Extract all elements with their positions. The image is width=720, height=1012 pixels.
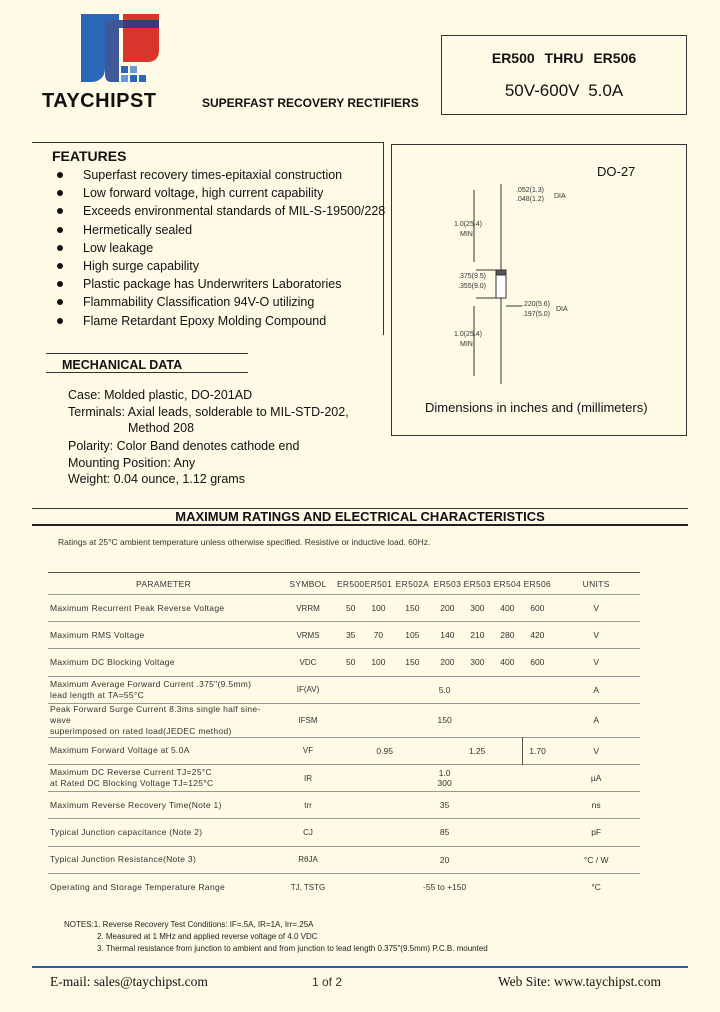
param-line: superimposed on rated load(JEDEC method): [50, 725, 232, 736]
param-cell: Maximum Forward Voltage at 5.0A: [50, 745, 190, 756]
symbol-cell: VF: [302, 746, 314, 756]
value-cell: 300: [470, 603, 485, 614]
col-header: ER506: [523, 578, 552, 589]
part-range: ER500 THRU ER506: [491, 50, 637, 66]
dim-body-dia-label: DIA: [556, 306, 568, 313]
unit-cell: pF: [591, 827, 602, 838]
col-header: PARAMETER: [136, 578, 192, 589]
value-cell: 1.25: [468, 745, 486, 756]
footer-divider: [32, 966, 688, 968]
part-spec: 50V-600V 5.0A: [504, 81, 624, 100]
ratings-note: Ratings at 25°C ambient temperature unless otherwise specified. Resistive or inductive load. 60Hz.: [58, 537, 431, 547]
param-cell: Maximum Recurrent Peak Reverse Voltage: [50, 602, 225, 613]
symbol-cell: CJ: [303, 827, 313, 837]
value-cell: 1.70: [522, 737, 552, 764]
unit-cell: A: [593, 715, 599, 726]
value-cell: 150: [405, 657, 420, 668]
param-cell: Typical Junction Resistance(Note 3): [50, 854, 197, 865]
table-row: [48, 819, 640, 846]
features-list: [53, 166, 385, 330]
value-cell: 210: [470, 630, 485, 641]
value-cell: 600: [530, 603, 545, 614]
col-header: ER501: [364, 578, 393, 589]
value-line: 300: [437, 778, 452, 789]
col-header: SYMBOL: [289, 578, 327, 589]
col-header: ER502A: [395, 578, 430, 589]
table-row: [48, 595, 640, 622]
note-line: NOTES:1. Reverse Recovery Test Conditions: IF=.5A, IR=1A, Irr=.25A: [64, 920, 314, 929]
table-row: [48, 764, 640, 791]
value-cell: 105: [405, 630, 420, 641]
value-cell: 140: [440, 630, 455, 641]
value-cell: 400: [500, 657, 515, 668]
value-cell: 100: [371, 603, 386, 614]
param-cell: Operating and Storage Temperature Range: [50, 881, 226, 892]
dim-min-top: MIN: [460, 231, 473, 238]
unit-cell: V: [593, 657, 599, 668]
value-cell: -55 to +150: [423, 882, 467, 893]
col-header: ER500: [336, 578, 365, 589]
table-row: [48, 873, 640, 900]
param-cell: [48, 764, 279, 791]
unit-cell: °C / W: [583, 854, 609, 865]
param-line: Peak Forward Surge Current 8.3ms single half sine-wave: [50, 703, 261, 725]
value-cell: 600: [530, 657, 545, 668]
param-line: at Rated DC Blocking Voltage TJ=125°C: [50, 778, 214, 789]
table-row: [48, 846, 640, 873]
mech-line: Mounting Position: Any: [68, 456, 196, 470]
param-cell: Maximum Reverse Recovery Time(Note 1): [50, 799, 222, 810]
footer-website[interactable]: Web Site: www.taychipst.com: [498, 974, 662, 989]
dim-min-bottom: MIN: [460, 341, 473, 348]
table-row: [48, 792, 640, 819]
param-cell: Typical Junction capacitance (Note 2): [50, 826, 203, 837]
brand-name: TAYCHIPST: [42, 90, 157, 112]
feature-item: Hermetically sealed: [53, 221, 385, 239]
document-subtitle: SUPERFAST RECOVERY RECTIFIERS: [202, 96, 419, 110]
divider: [46, 353, 248, 354]
col-header: UNITS: [582, 578, 610, 589]
value-cell: [337, 764, 552, 791]
dim-lead-len-top: 1.0(25.4): [454, 221, 483, 228]
col-header: ER504: [493, 578, 522, 589]
feature-item: Flammability Classification 94V-O utilizing: [53, 293, 385, 311]
symbol-cell: VRMS: [296, 630, 320, 640]
dim-body-dia-min: .197(5.0): [522, 311, 551, 318]
mech-line: Case: Molded plastic, DO-201AD: [68, 388, 253, 402]
unit-cell: V: [593, 603, 599, 614]
unit-cell: °C: [591, 882, 601, 893]
param-cell: Maximum DC Blocking Voltage: [50, 656, 175, 667]
symbol-cell: RθJA: [298, 855, 318, 865]
table-row: [48, 737, 640, 764]
package-caption: Dimensions in inches and (millimeters): [425, 400, 648, 415]
ratings-title: MAXIMUM RATINGS AND ELECTRICAL CHARACTERISTICS: [175, 509, 545, 524]
feature-item: High surge capability: [53, 257, 385, 275]
feature-item: Flame Retardant Epoxy Molding Compound: [53, 312, 385, 330]
unit-cell: A: [593, 684, 599, 695]
param-line: Maximum Average Forward Current .375"(9.5mm): [50, 678, 252, 689]
value-cell: 200: [440, 603, 455, 614]
value-cell: 150: [405, 603, 420, 614]
value-cell: 100: [371, 657, 386, 668]
dim-lead-dia-min: .048(1.2): [516, 196, 545, 203]
symbol-cell: TJ, TSTG: [290, 882, 326, 892]
note-line: 2. Measured at 1 MHz and applied reverse voltage of 4.0 VDC: [97, 932, 318, 941]
symbol-cell: IR: [304, 773, 312, 783]
value-cell: 50: [345, 657, 356, 668]
symbol-cell: trr: [304, 800, 312, 810]
unit-cell: µA: [590, 773, 602, 784]
taychipst-logo: [75, 10, 163, 86]
mechanical-title: MECHANICAL DATA: [62, 358, 183, 372]
features-title: FEATURES: [52, 148, 127, 164]
divider: [46, 372, 248, 373]
value-cell: 5.0: [438, 684, 451, 695]
value-cell: 280: [500, 630, 515, 641]
feature-item: Low forward voltage, high current capability: [53, 184, 385, 202]
param-cell: Maximum RMS Voltage: [50, 629, 145, 640]
divider: [32, 524, 688, 526]
mech-line: Weight: 0.04 ounce, 1.12 grams: [68, 472, 245, 486]
value-cell: 150: [437, 715, 452, 726]
unit-cell: V: [593, 745, 599, 756]
feature-item: Exceeds environmental standards of MIL-S-19500/228: [53, 202, 385, 220]
table-row: [48, 703, 640, 737]
param-cell: [48, 703, 279, 737]
value-cell: 50: [345, 603, 356, 614]
mech-line: Method 208: [128, 421, 195, 435]
value-cell: 85: [439, 827, 450, 838]
ratings-table: [48, 572, 640, 900]
value-cell: 300: [470, 657, 485, 668]
param-line: lead length at TA=55°C: [50, 689, 145, 700]
unit-cell: V: [593, 630, 599, 641]
page-number: 1 of 2: [312, 975, 343, 989]
col-header: ER503: [463, 578, 492, 589]
feature-item: Superfast recovery times-epitaxial construction: [53, 166, 385, 184]
package-name: DO-27: [597, 164, 636, 179]
note-line: 3. Thermal resistance from junction to ambient and from junction to lead length 0.375"(9.5mm) P.C.B. mounted: [97, 944, 488, 953]
symbol-cell: IFSM: [298, 715, 318, 725]
table-row: [48, 622, 640, 649]
symbol-cell: IF(AV): [296, 685, 320, 695]
mech-line: Polarity: Color Band denotes cathode end: [68, 439, 300, 453]
value-line: 1.0: [438, 768, 451, 779]
value-cell: 20: [439, 854, 450, 865]
value-cell: 200: [440, 657, 455, 668]
value-cell: 35: [345, 630, 356, 641]
table-row: [48, 676, 640, 703]
symbol-cell: VRRM: [296, 603, 320, 613]
value-cell: 420: [530, 630, 545, 641]
table-header-row: [48, 573, 640, 595]
feature-item: Low leakage: [53, 239, 385, 257]
dim-lead-dia-max: .052(1.3): [516, 187, 545, 194]
col-header: ER503: [433, 578, 462, 589]
dim-lead-dia-label: DIA: [554, 193, 566, 200]
mech-line: Terminals: Axial leads, solderable to MIL-STD-202,: [68, 405, 349, 419]
dim-body-len-min: .355(9.0): [458, 283, 487, 290]
param-line: Maximum DC Reverse Current TJ=25°C: [50, 767, 212, 778]
part-number-box: [441, 35, 687, 115]
value-cell: 70: [373, 630, 384, 641]
param-cell: [48, 676, 279, 703]
table-row: [48, 649, 640, 676]
value-cell: 400: [500, 603, 515, 614]
unit-cell: ns: [591, 800, 601, 811]
package-outline-diagram: [392, 170, 592, 395]
dim-body-len-max: .375(9.5): [458, 273, 487, 280]
value-cell: 35: [439, 800, 450, 811]
value-cell: 0.95: [376, 745, 393, 756]
footer-email[interactable]: E-mail: sales@taychipst.com: [50, 974, 208, 989]
symbol-cell: VDC: [299, 657, 317, 667]
feature-item: Plastic package has Underwriters Laboratories: [53, 275, 385, 293]
dim-lead-len-bottom: 1.0(25.4): [454, 331, 483, 338]
dim-body-dia-max: .220(5.6): [522, 301, 551, 308]
